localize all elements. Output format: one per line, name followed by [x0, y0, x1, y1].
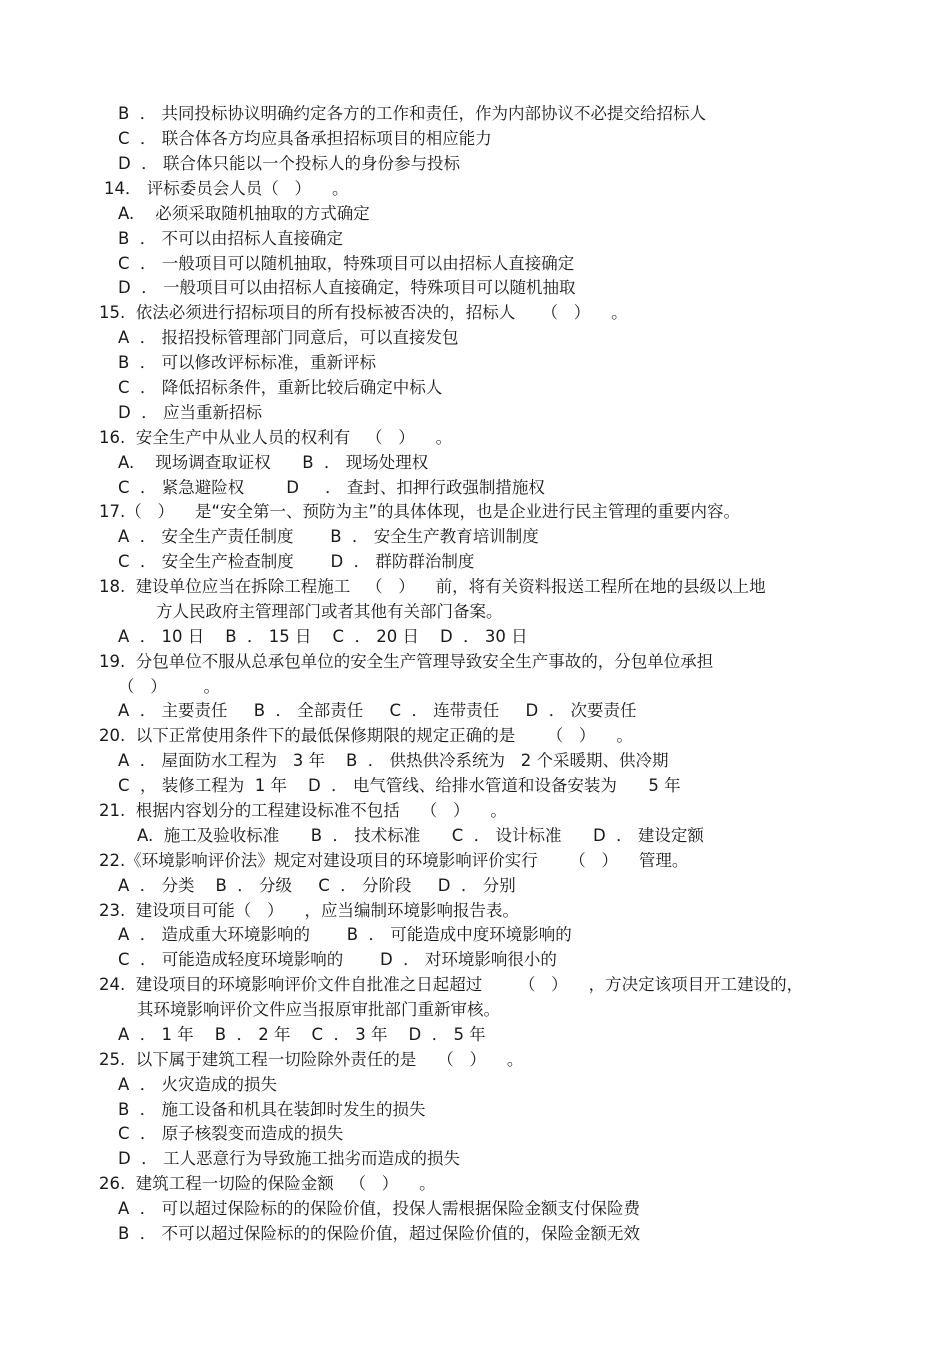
question-line: 15. 依法必须进行招标项目的所有投标被否决的，招标人 （ ） 。 — [99, 303, 628, 322]
question-line: 21. 根据内容划分的工程建设标准不包括 （ ） 。 — [99, 801, 507, 820]
option-line: A ． 火灾造成的损失 — [118, 1075, 278, 1094]
option-line: D ． 联合体只能以一个投标人的身份参与投标 — [118, 154, 460, 173]
option-line: A ． 10 日 B ． 15 日 C ． 20 日 D ． 30 日 — [118, 627, 528, 646]
option-line: C ． 联合体各方均应具备承担招标项目的相应能力 — [118, 129, 492, 148]
option-line: A ． 分类 B ． 分级 C ． 分阶段 D ． 分别 — [118, 876, 516, 895]
question-continuation: （ ） 。 — [118, 677, 220, 696]
question-line: 20. 以下正常使用条件下的最低保修期限的规定正确的是 （ ） 。 — [99, 726, 633, 745]
option-line: A ． 造成重大环境影响的 B ． 可能造成中度环境影响的 — [118, 925, 572, 944]
question-line: 23. 建设项目可能（ ） ，应当编制环境影响报告表。 — [99, 901, 519, 920]
question-continuation: 其环境影响评价文件应当报原审批部门重新审核。 — [137, 1000, 500, 1019]
question-line: 17.（ ） 是“安全第一、预防为主”的具体体现，也是企业进行民主管理的重要内容。 — [99, 502, 741, 521]
option-line: A ． 安全生产责任制度 B ． 安全生产教育培训制度 — [118, 527, 539, 546]
option-line: B ． 不可以超过保险标的的保险价值，超过保险价值的，保险金额无效 — [118, 1224, 641, 1243]
option-line: A ． 1 年 B ． 2 年 C ． 3 年 D ． 5 年 — [118, 1025, 486, 1044]
question-line: 26. 建筑工程一切险的保险金额 （ ） 。 — [99, 1174, 436, 1193]
option-line: D ． 工人恶意行为导致施工拙劣而造成的损失 — [118, 1149, 460, 1168]
option-line: C ． 可能造成轻度环境影响的 D ． 对环境影响很小的 — [118, 950, 557, 969]
option-line: C ， 装修工程为 1 年 D ． 电气管线、给排水管道和设备安装为 5 年 — [118, 776, 681, 795]
option-line: C ． 安全生产检查制度 D ． 群防群治制度 — [118, 552, 475, 571]
option-line: C ． 一般项目可以随机抽取，特殊项目可以由招标人直接确定 — [118, 254, 575, 273]
option-line: C ． 紧急避险权 D ． 查封、扣押行政强制措施权 — [118, 478, 545, 497]
option-line: B ． 共同投标协议明确约定各方的工作和责任，作为内部协议不必提交给招标人 — [118, 104, 707, 123]
option-line: A. 现场调查取证权 B ． 现场处理权 — [118, 453, 429, 472]
option-line: A ． 报招投标管理部门同意后，可以直接发包 — [118, 328, 459, 347]
option-line: D ． 一般项目可以由招标人直接确定，特殊项目可以随机抽取 — [118, 278, 576, 297]
option-line: B ． 施工设备和机具在装卸时发生的损失 — [118, 1100, 426, 1119]
option-line: A ． 主要责任 B ． 全部责任 C ． 连带责任 D ． 次要责任 — [118, 701, 637, 720]
option-line: A ． 可以超过保险标的的保险价值，投保人需根据保险金额支付保险费 — [118, 1199, 641, 1218]
question-continuation: 方人民政府主管理部门或者其他有关部门备案。 — [156, 602, 503, 621]
option-line: B ． 可以修改评标标准，重新评标 — [118, 353, 377, 372]
question-line: 19. 分包单位不服从总承包单位的安全生产管理导致安全生产事故的，分包单位承担 — [99, 652, 714, 671]
question-line: 22.《环境影响评价法》规定对建设项目的环境影响评价实行 （ ） 管理。 — [99, 851, 689, 870]
option-line: C ． 原子核裂变而造成的损失 — [118, 1124, 344, 1143]
option-line: A. 施工及验收标准 B ． 技术标准 C ． 设计标准 D ． 建设定额 — [137, 826, 704, 845]
option-line: D ． 应当重新招标 — [118, 403, 262, 422]
question-line: 25. 以下属于建筑工程一切险除外责任的是 （ ） 。 — [99, 1050, 524, 1069]
question-line: 18. 建设单位应当在拆除工程施工 （ ） 前，将有关资料报送工程所在地的县级以上地 — [99, 577, 766, 596]
question-line: 16. 安全生产中从业人员的权利有 （ ） 。 — [99, 428, 453, 447]
option-line: A ． 屋面防水工程为 3 年 B ． 供热供冷系统为 2 个采暖期、供冷期 — [118, 751, 669, 770]
question-line: 24. 建设项目的环境影响评价文件自批准之日起超过 （ ） ，方决定该项目开工建设的， — [99, 975, 804, 994]
option-line: B ． 不可以由招标人直接确定 — [118, 229, 344, 248]
option-line: C ． 降低招标条件，重新比较后确定中标人 — [118, 378, 443, 397]
question-line: 14． 评标委员会人员（ ） 。 — [104, 179, 349, 198]
option-line: A. 必须采取随机抽取的方式确定 — [118, 204, 370, 223]
